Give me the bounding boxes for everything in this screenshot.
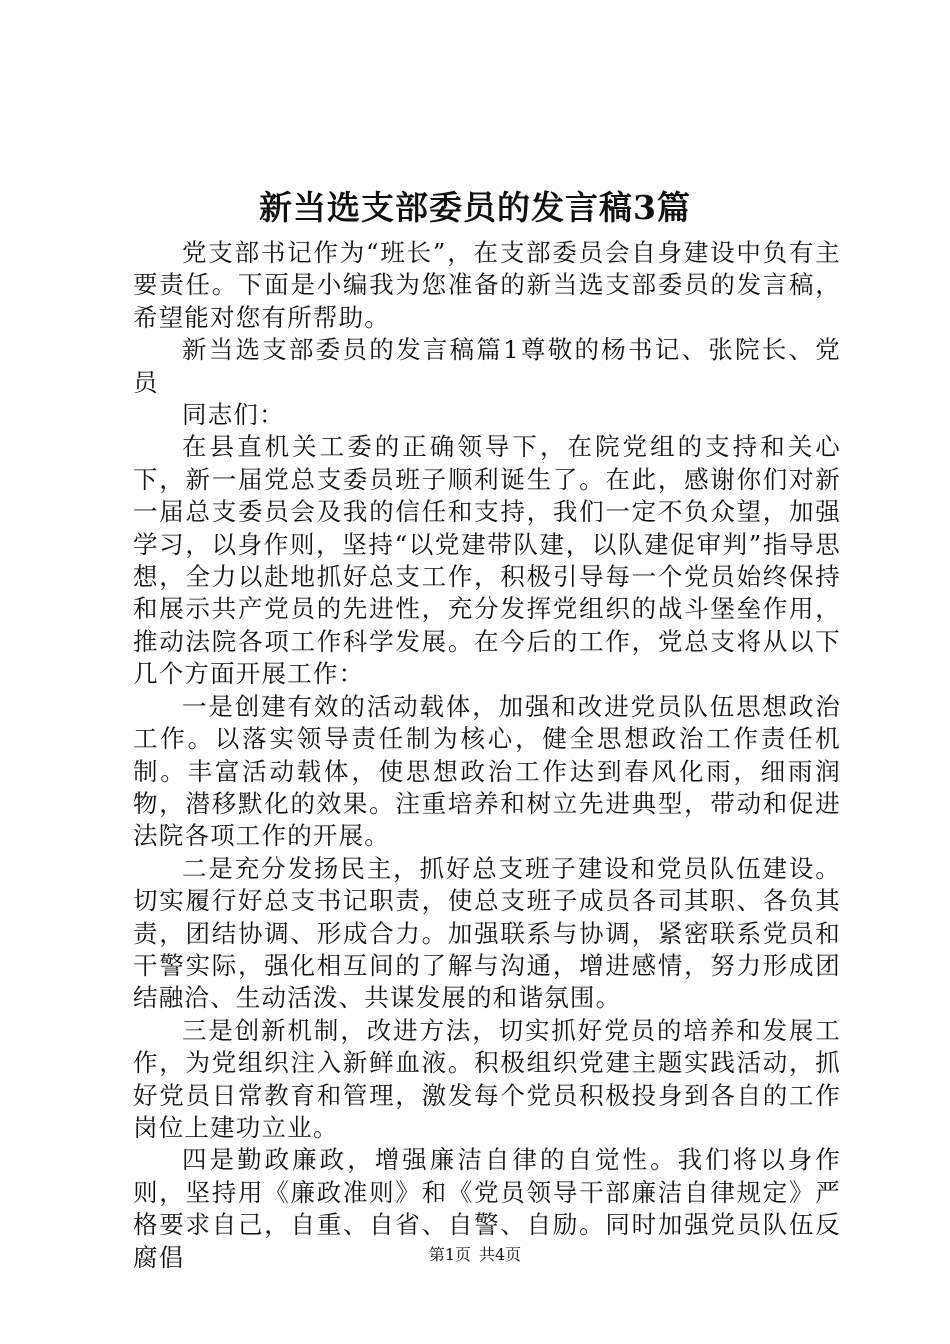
page-total: 共4页 (479, 1245, 522, 1264)
paragraph-speech-heading: 新当选支部委员的发言稿篇1尊敬的杨书记、张院长、党员 (133, 335, 841, 397)
document-title: 新当选支部委员的发言稿3篇 (259, 188, 691, 227)
paragraph-point-two: 二是充分发扬民主，抓好总支班子建设和党员队伍建设。切实履行好总支书记职责，使总支班子成员各司其职、各负其责，团结协调、形成合力。加强联系与协调，紧密联系党员和干警实际，强化相互间的了解与沟通，增进感情，努力形成团结融洽、生动活泼、共谋发展的和谐氛围。 (133, 853, 841, 1013)
paragraph-opening: 在县直机关工委的正确领导下，在院党组的支持和关心下，新一届党总支委员班子顺利诞生了。在此，感谢你们对新一届总支委员会及我的信任和支持，我们一定不负众望，加强学习，以身作则，坚持“以党建带队建，以队建促审判”指导思想，全力以赴地抓好总支工作，积极引导每一个党员始终保持和展示共产党员的先进性，充分发挥党组织的战斗堡垒作用，推动法院各项工作科学发展。在今后的工作，党总支将从以下几个方面开展工作： (133, 432, 841, 689)
paragraph-point-three: 三是创新机制，改进方法，切实抓好党员的培养和发展工作，为党组织注入新鲜血液。积极组织党建主题实践活动，抓好党员日常教育和管理，激发每个党员积极投身到各自的工作岗位上建功立业。 (133, 1015, 841, 1142)
paragraph-point-one: 一是创建有效的活动载体，加强和改进党员队伍思想政治工作。以落实领导责任制为核心，健全思想政治工作责任机制。丰富活动载体，使思想政治工作达到春风化雨，细雨润物，潜移默化的效果。注重培养和树立先进典型，带动和促进法院各项工作的开展。 (133, 691, 841, 851)
paragraph-point-four: 四是勤政廉政，增强廉洁自律的自觉性。我们将以身作则，坚持用《廉政准则》和《党员领导干部廉洁自律规定》严格要求自己，自重、自省、自警、自励。同时加强党员队伍反腐倡 (133, 1145, 841, 1272)
paragraph-salutation: 同志们： (182, 400, 285, 430)
page-footer (0, 1243, 950, 1267)
page-number: 第1页 (428, 1245, 471, 1264)
document-body (133, 237, 841, 1274)
paragraph-intro: 党支部书记作为“班长”，在支部委员会自身建设中负有主要责任。下面是小编我为您准备的新当选支部委员的发言稿，希望能对您有所帮助。 (133, 238, 841, 332)
